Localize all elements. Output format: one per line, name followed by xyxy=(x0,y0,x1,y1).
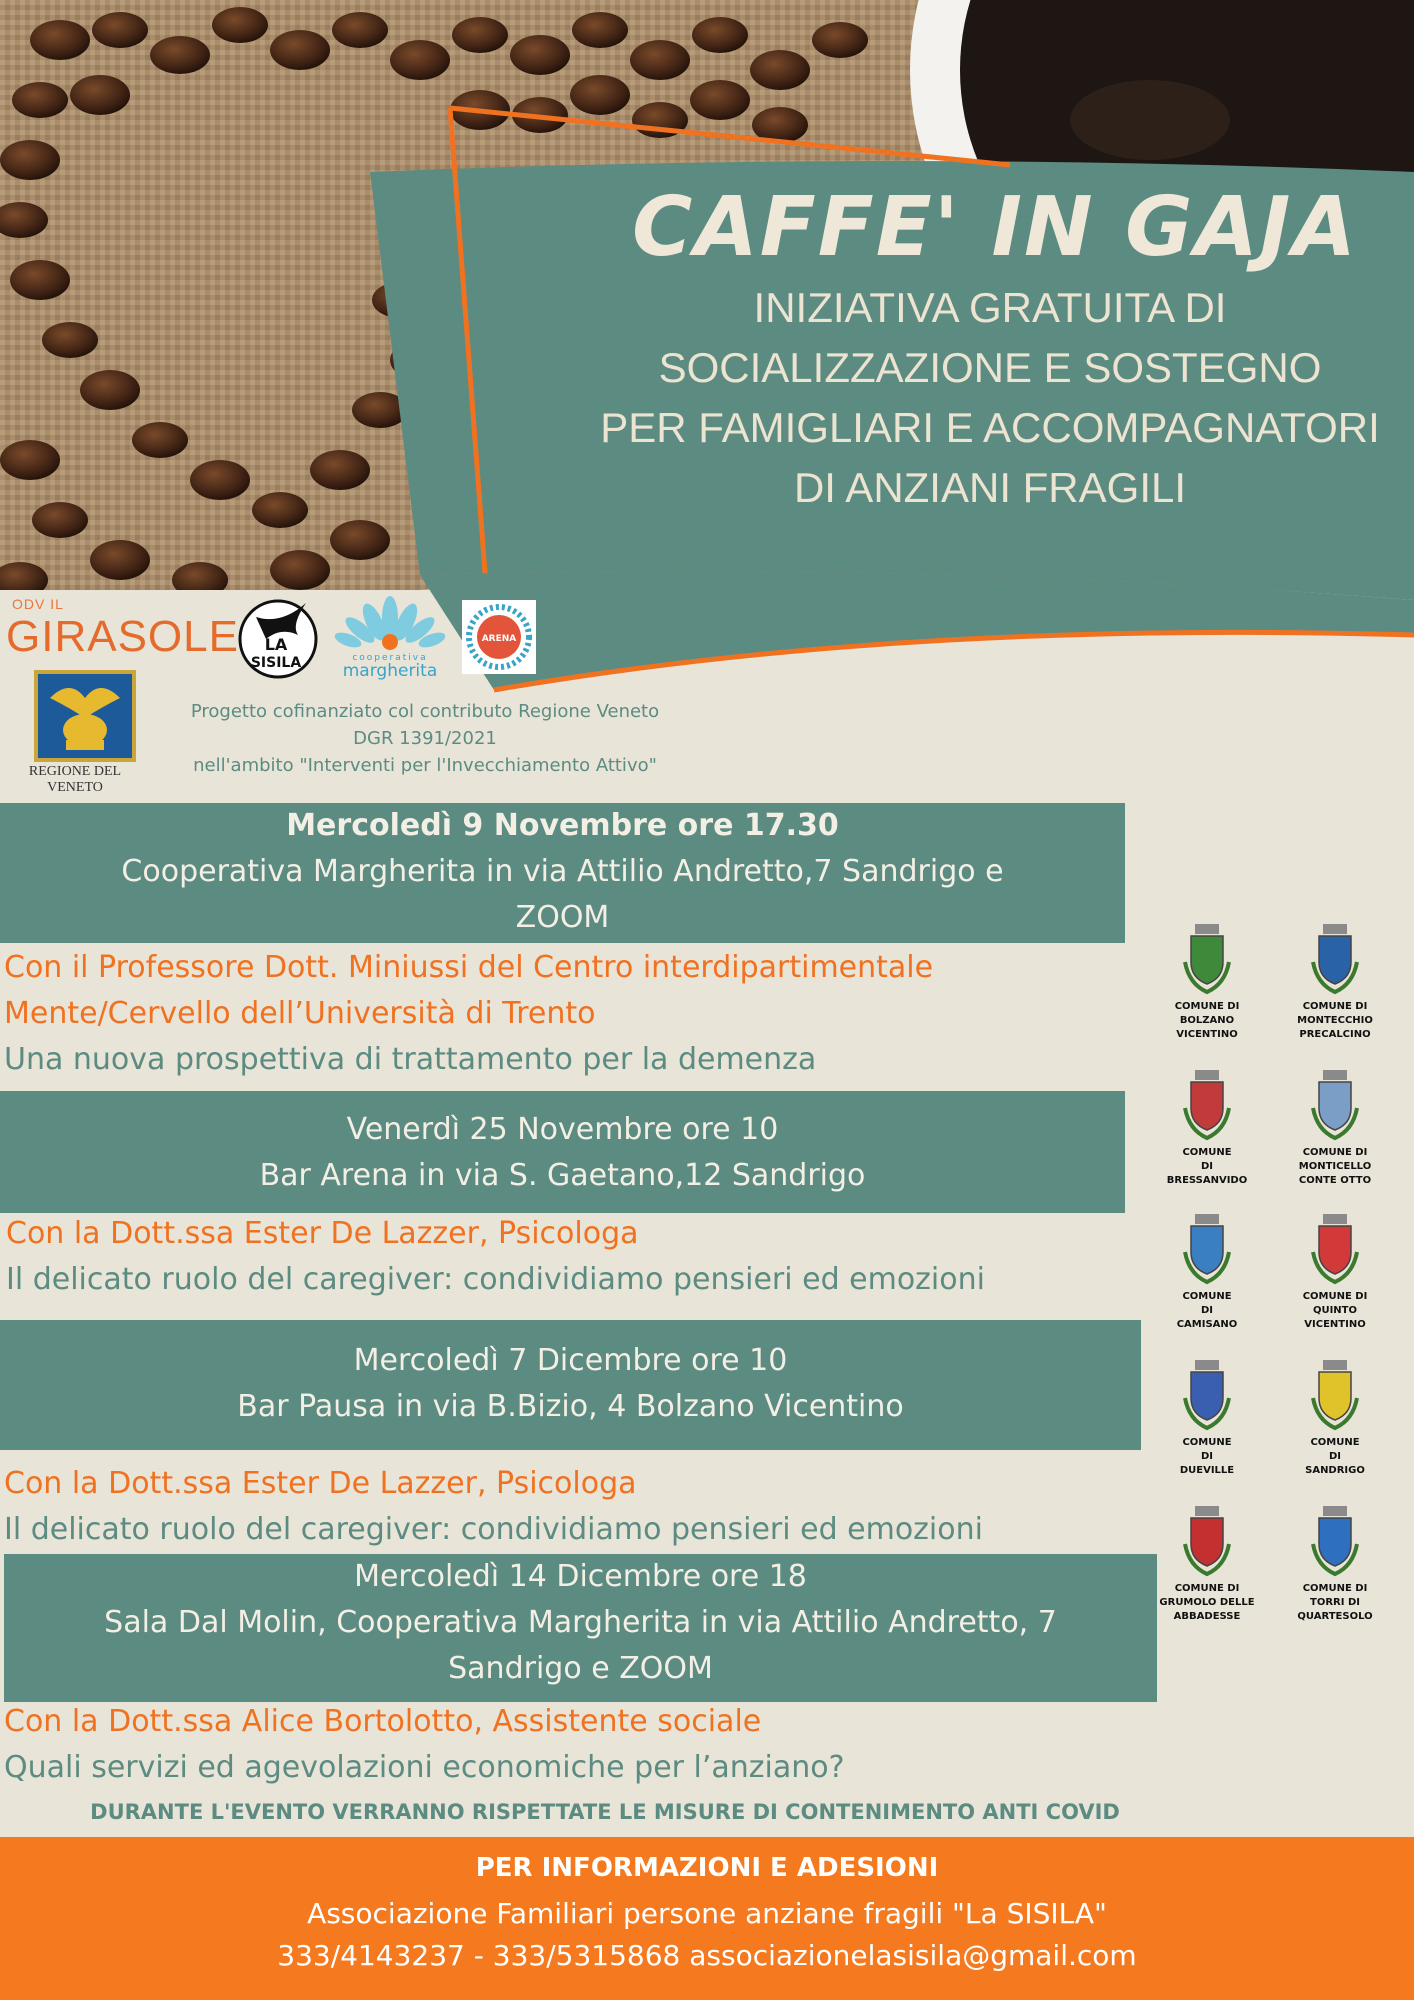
comune-name: COMUNE DI BOLZANO VICENTINO xyxy=(1174,1001,1240,1040)
event-3-speaker: Con la Dott.ssa Ester De Lazzer, Psicologa xyxy=(4,1466,637,1501)
event-4-topic: Quali servizi ed agevolazioni economiche per l’anziano? xyxy=(4,1750,845,1785)
event-3-box xyxy=(0,1320,1141,1450)
margherita-logo xyxy=(334,590,446,680)
comune-crest xyxy=(1280,1504,1390,1624)
footer-association: Associazione Familiari persone anziane fragili "La SISILA" xyxy=(307,1897,1107,1930)
comune-crest xyxy=(1280,922,1390,1042)
girasole-logo xyxy=(6,594,239,664)
coat-of-arms-icon xyxy=(1305,1504,1365,1578)
event-3-topic: Il delicato ruolo del caregiver: condividiamo pensieri ed emozioni xyxy=(4,1512,983,1547)
event-1-box xyxy=(0,803,1125,943)
footer-heading: PER INFORMAZIONI E ADESIONI xyxy=(475,1853,939,1883)
event-2-topic: Il delicato ruolo del caregiver: condividiamo pensieri ed emozioni xyxy=(6,1262,985,1297)
covid-note: DURANTE L'EVENTO VERRANNO RISPETTATE LE MISURE DI CONTENIMENTO ANTI COVID xyxy=(90,1800,1120,1824)
comune-crest xyxy=(1152,1358,1262,1478)
sisila-logo xyxy=(236,595,320,679)
coat-of-arms-icon xyxy=(1305,1358,1365,1432)
event-date: Mercoledì 7 Dicembre ore 10 xyxy=(353,1343,788,1378)
sisila-text-2: SISILA xyxy=(250,655,302,671)
comune-name: COMUNE DI QUINTO VICENTINO xyxy=(1302,1291,1368,1330)
sisila-text-1: LA xyxy=(264,635,288,654)
comune-name: COMUNE DI SANDRIGO xyxy=(1305,1437,1365,1476)
event-place: Cooperativa Margherita in via Attilio Andretto,7 Sandrigo e xyxy=(121,854,1004,889)
flower-icon xyxy=(334,590,446,680)
cofinanziamento-note xyxy=(150,698,700,779)
event-place: Sandrigo e ZOOM xyxy=(448,1651,713,1686)
coat-of-arms-icon xyxy=(1177,1068,1237,1142)
comune-name: COMUNE DI BRESSANVIDO xyxy=(1166,1147,1248,1186)
coat-of-arms-icon xyxy=(1177,1212,1237,1286)
coat-of-arms-icon xyxy=(1305,922,1365,996)
arena-logo xyxy=(462,600,536,674)
girasole-small-text: ODV IL xyxy=(12,596,64,612)
comune-name: COMUNE DI TORRI DI QUARTESOLO xyxy=(1297,1583,1373,1622)
event-place: Bar Pausa in via B.Bizio, 4 Bolzano Vicentino xyxy=(237,1389,904,1424)
coat-of-arms-icon xyxy=(1177,1504,1237,1578)
subtitle-line: INIZIATIVA GRATUITA DI xyxy=(753,284,1227,331)
event-date: Mercoledì 14 Dicembre ore 18 xyxy=(354,1559,807,1594)
event-4-box xyxy=(4,1554,1157,1702)
coat-of-arms-icon xyxy=(1177,1358,1237,1432)
coat-of-arms-icon xyxy=(1305,1212,1365,1286)
comune-name: COMUNE DI DUEVILLE xyxy=(1179,1437,1235,1476)
comune-crest xyxy=(1152,1068,1262,1188)
event-2-box xyxy=(0,1091,1125,1213)
lion-of-saint-mark-icon xyxy=(20,668,150,764)
event-place: Sala Dal Molin, Cooperativa Margherita in via Attilio Andretto, 7 xyxy=(104,1605,1057,1640)
event-place: Bar Arena in via S. Gaetano,12 Sandrigo xyxy=(259,1158,866,1193)
comune-name: COMUNE DI MONTECCHIO PRECALCINO xyxy=(1297,1001,1373,1040)
comune-name: COMUNE DI GRUMOLO DELLE ABBADESSE xyxy=(1159,1583,1255,1622)
event-1-speaker: Mente/Cervello dell’Università di Trento xyxy=(4,996,596,1031)
coat-of-arms-icon xyxy=(1177,922,1237,996)
subtitle xyxy=(590,278,1390,518)
subtitle-line: SOCIALIZZAZIONE E SOSTEGNO xyxy=(658,344,1322,391)
comune-crest xyxy=(1152,922,1262,1042)
event-date: Mercoledì 9 Novembre ore 17.30 xyxy=(286,808,839,843)
comune-name: COMUNE DI CAMISANO xyxy=(1176,1291,1238,1330)
event-date: Venerdì 25 Novembre ore 10 xyxy=(346,1112,779,1147)
event-1-speaker: Con il Professore Dott. Miniussi del Centro interdipartimentale xyxy=(4,950,934,985)
cofin-line: nell'ambito "Interventi per l'Invecchiamento Attivo" xyxy=(193,755,657,776)
event-1-topic: Una nuova prospettiva di trattamento per la demenza xyxy=(4,1042,817,1077)
regione-veneto-label: REGIONE DEL VENETO xyxy=(28,764,122,795)
comune-name: COMUNE DI MONTICELLO CONTE OTTO xyxy=(1298,1147,1372,1186)
event-4-speaker: Con la Dott.ssa Alice Bortolotto, Assistente sociale xyxy=(4,1704,762,1739)
subtitle-line: PER FAMIGLIARI E ACCOMPAGNATORI xyxy=(600,404,1380,451)
swallow-icon xyxy=(236,595,320,679)
comune-crest xyxy=(1280,1212,1390,1332)
comune-crest xyxy=(1280,1358,1390,1478)
subtitle-line: DI ANZIANI FRAGILI xyxy=(793,464,1187,511)
margherita-small-text: cooperativa xyxy=(352,653,428,663)
comune-crest xyxy=(1280,1068,1390,1188)
arena-text: ARENA xyxy=(481,634,517,644)
coat-of-arms-icon xyxy=(1305,1068,1365,1142)
event-2-speaker: Con la Dott.ssa Ester De Lazzer, Psicologa xyxy=(6,1216,639,1251)
arena-sun-icon xyxy=(462,600,536,674)
cofin-line: Progetto cofinanziato col contributo Regione Veneto xyxy=(190,701,660,722)
cofin-line: DGR 1391/2021 xyxy=(353,728,497,749)
comune-crest xyxy=(1152,1504,1262,1624)
footer-contacts: 333/4143237 - 333/5315868 associazionelasisila@gmail.com xyxy=(277,1939,1137,1972)
margherita-big-text: margherita xyxy=(342,661,438,680)
comune-crest xyxy=(1152,1212,1262,1332)
page-title: CAFFE' IN GAJA xyxy=(632,180,1358,275)
event-place: ZOOM xyxy=(515,900,610,935)
footer-info xyxy=(0,1837,1414,2000)
girasole-big-text: GIRASOLE xyxy=(6,612,239,661)
